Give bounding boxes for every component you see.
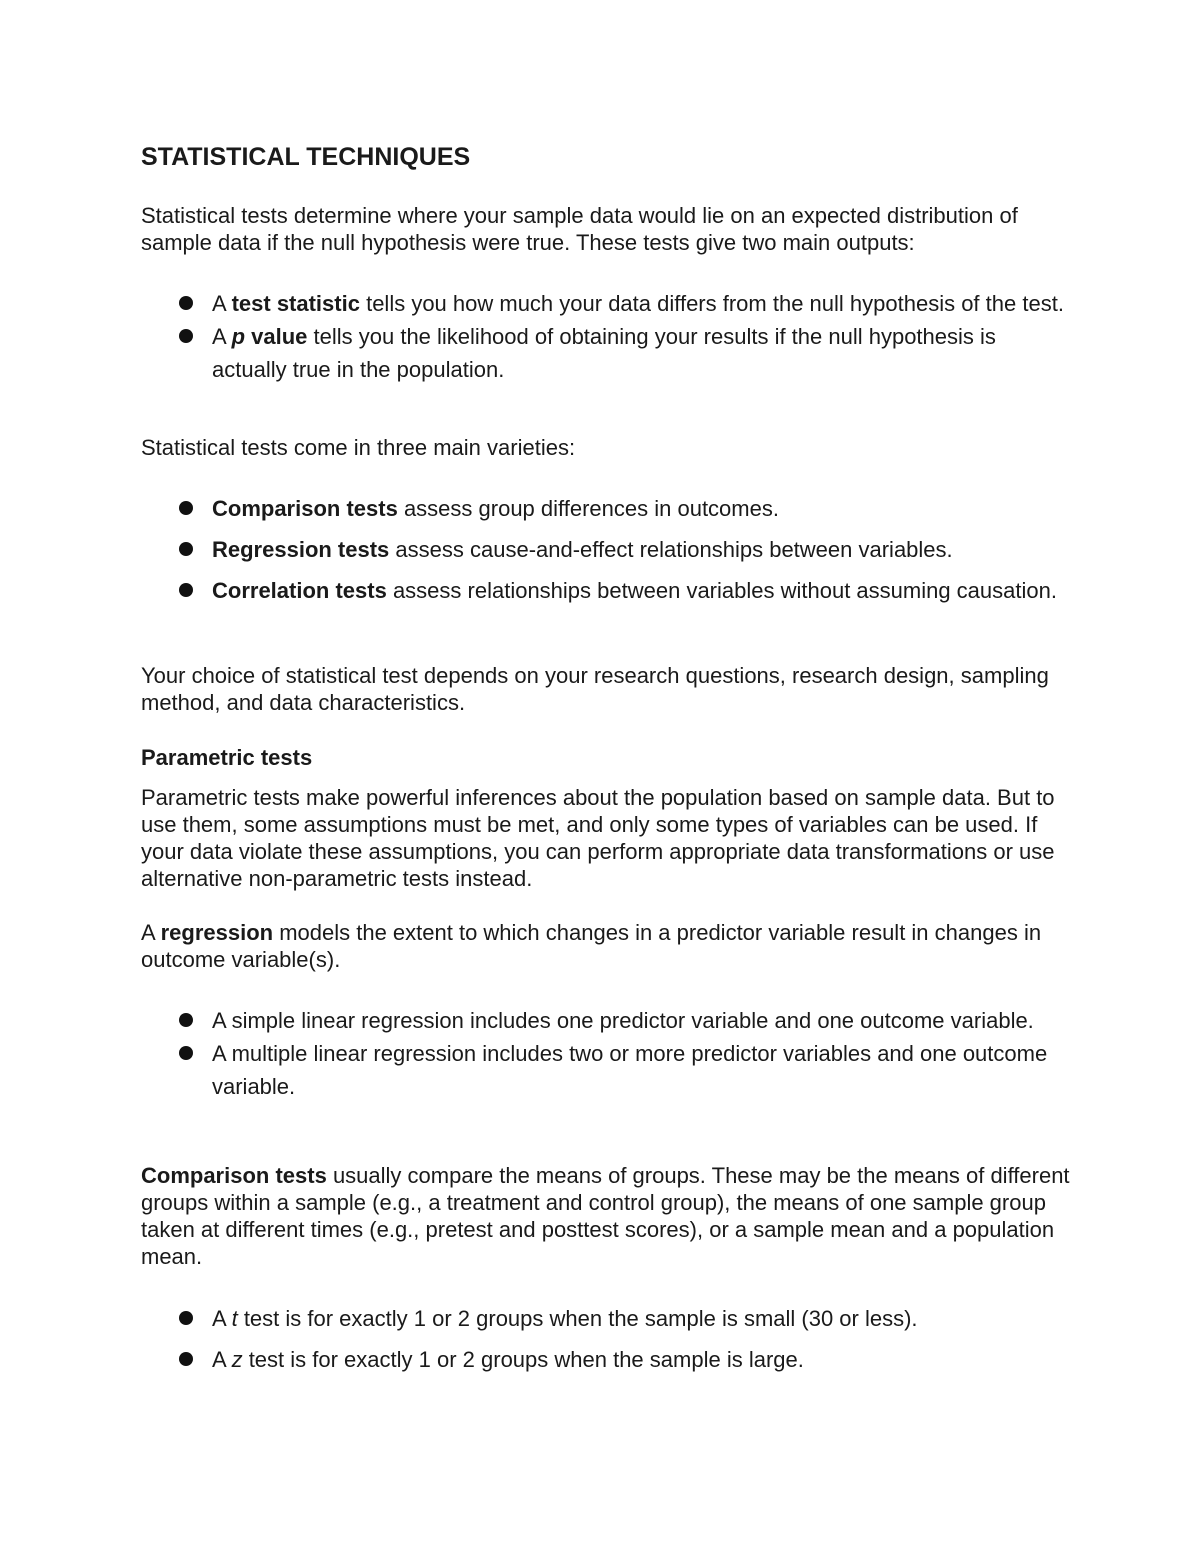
bullet-icon (179, 583, 193, 597)
choice-paragraph: Your choice of statistical test depends on your research questions, research design, sampling method, and data characteristics. (141, 663, 1049, 715)
varieties-intro: Statistical tests come in three main varieties: (141, 435, 576, 460)
bullet-icon (179, 1046, 193, 1060)
list-item: Correlation tests assess relationships between variables without assuming causation. (141, 574, 1071, 607)
section-heading-parametric: Parametric tests (141, 745, 313, 770)
list-item: Comparison tests assess group differences in outcomes. (141, 492, 1071, 525)
list-item: A multiple linear regression includes two or more predictor variables and one outcome variable. (141, 1037, 1071, 1103)
bullet-icon (179, 1311, 193, 1325)
list-item: A z test is for exactly 1 or 2 groups when the sample is large. (141, 1343, 1071, 1376)
intro-paragraph: Statistical tests determine where your sample data would lie on an expected distribution of sample data if the null hypothesis were true. These tests give two main outputs: (141, 203, 1018, 255)
bullet-icon (179, 542, 193, 556)
bullet-icon (179, 1013, 193, 1027)
list-item: A p value tells you the likelihood of obtaining your results if the null hypothesis is actually true in the population. (141, 320, 1071, 386)
term-test-statistic: test statistic (231, 291, 360, 316)
regression-paragraph: A regression models the extent to which changes in a predictor variable result in changes in outcome variable(s). (141, 920, 1042, 972)
varieties-list (141, 492, 1071, 607)
parametric-paragraph: Parametric tests make powerful inferences about the population based on sample data. But to use them, some assumptions must be met, and only some types of variables can be used. If your data violate these assumptions, you can perform appropriate data transformations or use alternative non-parametric tests instead. (141, 785, 1055, 891)
comparison-paragraph: Comparison tests usually compare the means of groups. These may be the means of different groups within a sample (e.g., a treatment and control group), the means of one sample group taken at different times (e.g., pretest and posttest scores), or a sample mean and a population mean. (141, 1163, 1070, 1269)
regression-list (141, 1004, 1071, 1103)
list-item: A t test is for exactly 1 or 2 groups when the sample is small (30 or less). (141, 1302, 1071, 1335)
bullet-icon (179, 296, 193, 310)
list-item: A test statistic tells you how much your data differs from the null hypothesis of the test. (141, 287, 1071, 320)
outputs-list (141, 287, 1071, 386)
comparison-list (141, 1302, 1071, 1376)
bullet-icon (179, 329, 193, 343)
bullet-icon (179, 501, 193, 515)
list-item: A simple linear regression includes one predictor variable and one outcome variable. (141, 1004, 1071, 1037)
term-p-value: p value (231, 324, 308, 349)
list-item: Regression tests assess cause-and-effect relationships between variables. (141, 533, 1071, 566)
bullet-icon (179, 1352, 193, 1366)
page-title: STATISTICAL TECHNIQUES (141, 143, 471, 171)
